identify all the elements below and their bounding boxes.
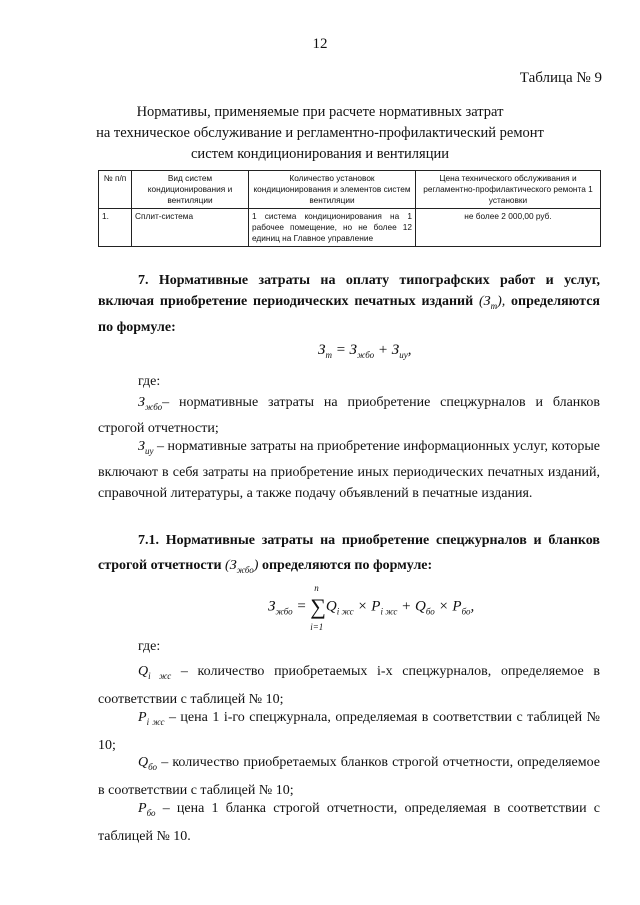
def-q-izh <box>98 660 600 712</box>
def-symbol <box>138 664 171 679</box>
col-header-number: № п/п <box>99 171 132 209</box>
def-symbol <box>138 755 157 770</box>
section7-heading-end: определяются по формуле: <box>98 294 601 335</box>
title-line: Нормативы, применяемые при расчете нормативных затрат <box>136 104 504 120</box>
symbol-end: ) <box>253 558 259 573</box>
formula-part: + Q <box>397 598 426 615</box>
table-cell: 1 система кондиционирования на 1 рабочее помещение, но не более 12 единиц на Главное управление <box>249 209 416 247</box>
symbol: P <box>138 710 147 725</box>
formula-part: + З <box>374 342 400 358</box>
symbol-end: ), <box>497 294 506 309</box>
symbol: З <box>138 439 145 454</box>
table-cell: 1. <box>99 209 132 247</box>
symbol-sub: i жс <box>146 716 165 727</box>
symbol: (З <box>225 558 237 573</box>
sum-symbol: ∑ <box>310 594 326 619</box>
where-label: где: <box>138 374 161 389</box>
formula-part: × P <box>434 598 462 615</box>
def-zhbo <box>98 392 600 439</box>
def-p-bo <box>98 797 600 849</box>
formula-zt <box>318 342 411 360</box>
def-symbol <box>138 801 155 816</box>
symbol: Q <box>138 664 149 679</box>
formula-part: = З <box>331 342 357 358</box>
sum-lower: i=1 <box>310 622 324 632</box>
def-text: – цена 1 i-го спецжурнала, определяемая в соответствии с таблицей № 10; <box>98 710 600 753</box>
symbol: З <box>138 395 145 410</box>
formula-sub: жбо <box>275 606 293 617</box>
table-header-row <box>99 171 601 209</box>
section71-symbol <box>225 558 258 573</box>
table-title <box>60 102 580 165</box>
def-text: – нормативные затраты на приобретение информационных услуг, которые включают в себя затраты на приобретение иных периодических печатных изданий, справочной литературы, а также подачу объявлений в печатные издания. <box>98 439 600 501</box>
section71-heading-text: 7.1. Нормативные затраты на приобретение спецжурналов и бланков строгой отчетности <box>98 533 600 573</box>
symbol: (З <box>478 294 491 309</box>
formula-part: × P <box>353 598 381 615</box>
symbol-sub: жбо <box>236 564 254 575</box>
formula-sub: бо <box>461 606 471 617</box>
symbol-sub: i жс <box>148 670 172 681</box>
table-cell: не более 2 000,00 руб. <box>416 209 601 247</box>
formula-sub: i жс <box>380 606 398 617</box>
where-label: где: <box>138 639 161 654</box>
formula-part: , <box>407 342 412 358</box>
formula-part: = <box>292 598 311 615</box>
col-header-quantity: Количество установок кондиционирования и элементов систем вентиляции <box>249 171 416 209</box>
page-number: 12 <box>312 36 328 52</box>
symbol-sub: бо <box>148 761 158 772</box>
sum-sign <box>310 583 326 632</box>
table-label: Таблица № 9 <box>519 70 602 86</box>
symbol-sub: иу <box>144 445 154 456</box>
formula-sub: жбо <box>357 350 375 360</box>
section7-heading-text: 7. Нормативные затраты на оплату типографских работ и услуг, включая приобретение периодических печатных изданий <box>98 273 600 309</box>
def-text: – нормативные затраты на приобретение спецжурналов и бланков строгой отчетности; <box>98 395 600 436</box>
table-cell: Сплит-система <box>132 209 249 247</box>
section7-symbol <box>479 294 505 309</box>
col-header-system-type: Вид систем кондиционирования и вентиляции <box>132 171 249 209</box>
formula-part: , <box>470 598 475 615</box>
formula-part: З <box>268 598 276 615</box>
def-symbol <box>138 439 153 454</box>
def-text: – цена 1 бланка строгой отчетности, определяемая в соответствии с таблицей № 10. <box>98 801 600 844</box>
title-line: на техническое обслуживание и регламентно-профилактический ремонт <box>96 125 544 141</box>
def-ziu <box>98 436 600 504</box>
formula-sub: i жс <box>336 606 354 617</box>
def-symbol <box>138 395 162 410</box>
def-symbol <box>138 710 164 725</box>
title-line: систем кондиционирования и вентиляции <box>191 146 449 162</box>
formula-part: З <box>318 342 326 358</box>
symbol-sub: т <box>490 300 498 311</box>
col-header-price: Цена технического обслуживания и регламентно-профилактического ремонта 1 установки <box>416 171 601 209</box>
def-text: – количество приобретаемых i-х спецжурналов, определяемое в соответствии с таблицей № 10; <box>98 664 600 707</box>
formula-part: Q <box>325 598 337 615</box>
symbol: P <box>138 801 147 816</box>
formula-sub: бо <box>425 606 435 617</box>
formula-sub: т <box>325 350 332 360</box>
symbol: Q <box>138 755 149 770</box>
norms-table <box>98 170 601 247</box>
symbol-sub: жбо <box>144 401 163 412</box>
symbol-sub: бо <box>146 807 156 818</box>
def-q-bo <box>98 751 600 803</box>
section71-heading-end: определяются по формуле: <box>261 558 433 573</box>
section71-heading <box>98 528 600 583</box>
def-text: – количество приобретаемых бланков строгой отчетности, определяемое в соответствии с таблицей № 10; <box>98 755 600 798</box>
table-row <box>99 209 601 247</box>
section7-heading <box>98 270 600 338</box>
formula-zhbo <box>268 583 475 632</box>
formula-sub: иу <box>399 350 408 360</box>
sum-upper: n <box>314 583 319 593</box>
